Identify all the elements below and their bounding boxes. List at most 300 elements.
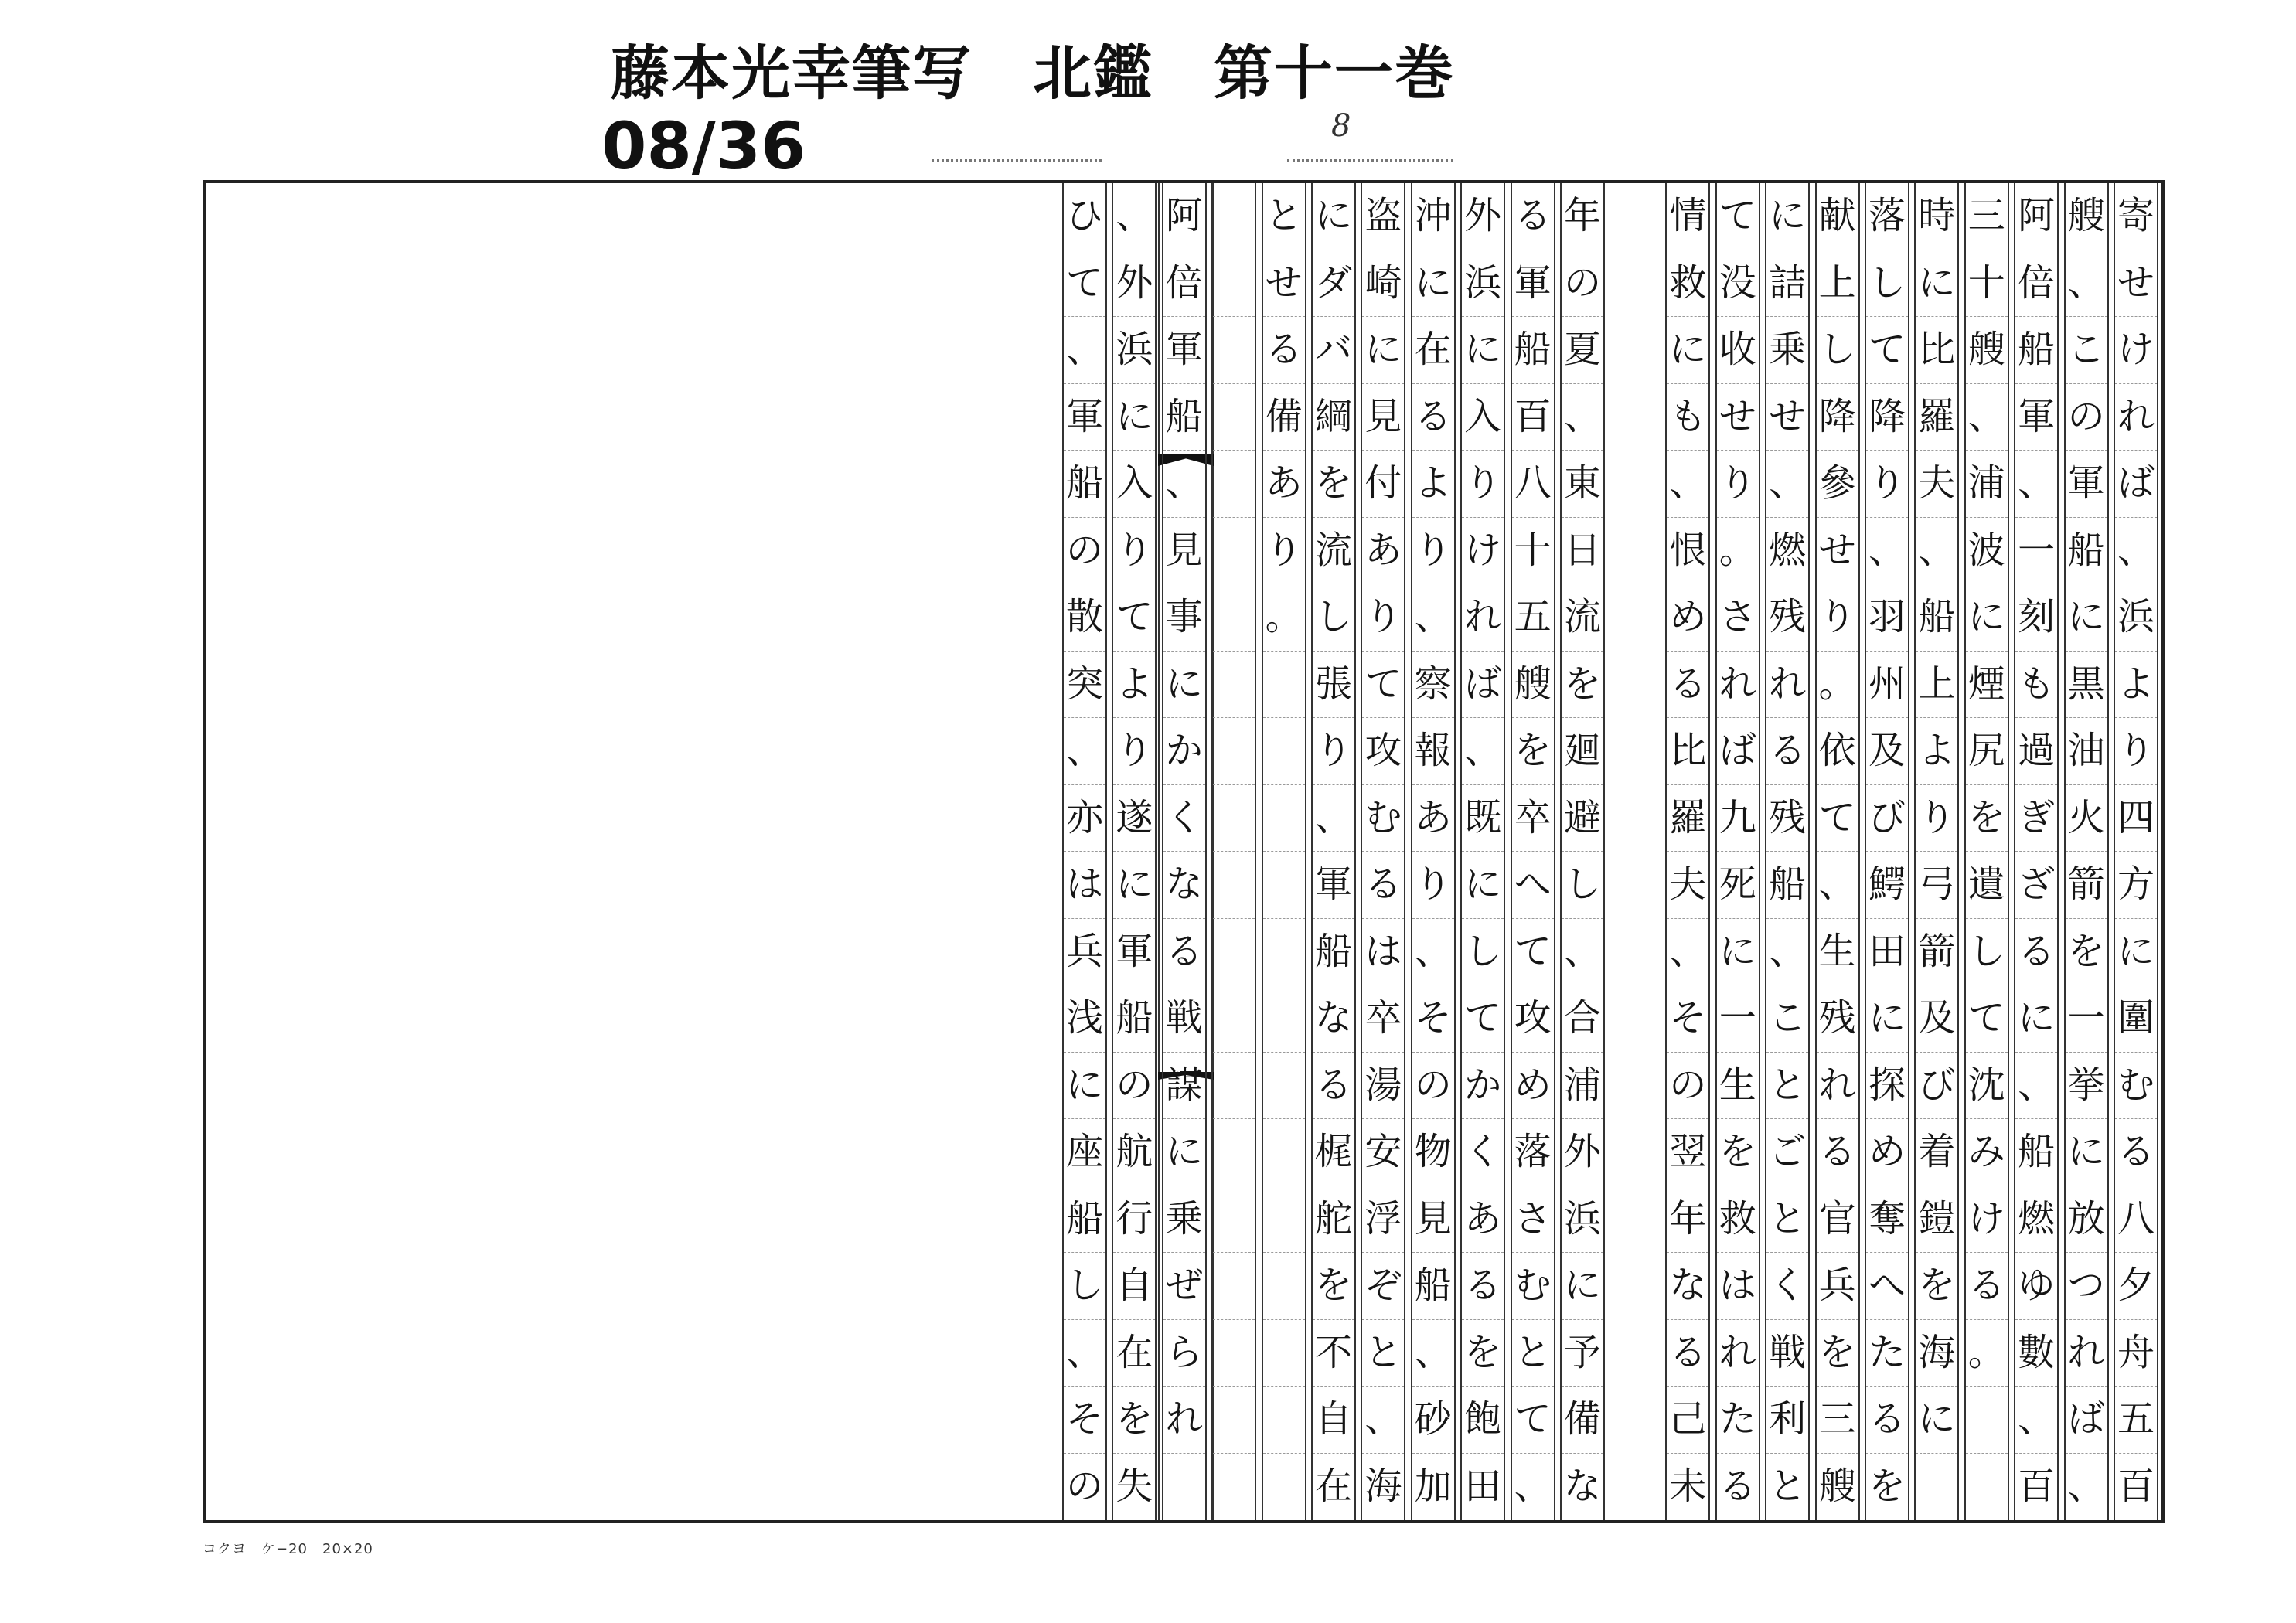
manuscript-cell: れ	[1717, 1320, 1759, 1387]
manuscript-cell: て	[1817, 785, 1858, 852]
manuscript-column	[2014, 183, 2059, 1520]
manuscript-cell: て	[1064, 250, 1105, 318]
manuscript-cell: て	[1717, 183, 1759, 250]
manuscript-cell: 船	[1064, 1186, 1105, 1254]
manuscript-cell: 刻	[2015, 584, 2057, 652]
manuscript-cell	[1213, 852, 1255, 919]
manuscript-cell	[1263, 1119, 1305, 1186]
manuscript-cell: 船	[2015, 1119, 2057, 1186]
manuscript-cell: 黒	[2066, 652, 2107, 719]
manuscript-column	[1211, 183, 1256, 1520]
manuscript-cell: を	[1717, 1119, 1759, 1186]
manuscript-cell	[1213, 183, 1255, 250]
manuscript-column	[1964, 183, 2009, 1520]
manuscript-cell: 船	[1064, 451, 1105, 518]
manuscript-cell: 付	[1362, 451, 1404, 518]
manuscript-cell: 弓	[1916, 852, 1957, 919]
manuscript-cell	[1263, 785, 1305, 852]
manuscript-cell: に	[2066, 1119, 2107, 1186]
manuscript-cell: て	[1866, 317, 1908, 384]
manuscript-cell: に	[1362, 317, 1404, 384]
manuscript-cell: を	[1868, 1464, 1906, 1508]
manuscript-cell	[1263, 852, 1305, 919]
manuscript-cell: 夕	[2115, 1253, 2157, 1320]
manuscript-cell: に	[1462, 852, 1504, 919]
manuscript-cell: ぞ	[1362, 1253, 1404, 1320]
manuscript-cell: 張	[1313, 652, 1354, 719]
manuscript-cell: に	[1313, 183, 1354, 250]
manuscript-cell	[1916, 1454, 1957, 1521]
manuscript-cell: く	[1766, 1253, 1808, 1320]
manuscript-cell: 見	[1412, 1186, 1454, 1254]
manuscript-cell: と	[1766, 1053, 1808, 1120]
manuscript-cell: 鰐	[1866, 852, 1908, 919]
manuscript-cell: る	[1313, 1053, 1354, 1120]
manuscript-cell: 乗	[1766, 317, 1808, 384]
manuscript-cell	[1263, 1186, 1305, 1254]
manuscript-cell: め	[1512, 1053, 1554, 1120]
manuscript-cell: れ	[1817, 1053, 1858, 1120]
manuscript-cell: 船	[2066, 518, 2107, 585]
manuscript-cell	[1213, 518, 1255, 585]
manuscript-cell: に	[1916, 1387, 1957, 1454]
manuscript-cell: る	[1462, 1253, 1504, 1320]
manuscript-cell: り	[1263, 518, 1305, 585]
manuscript-cell: 、	[1412, 919, 1454, 986]
manuscript-cell: を	[1916, 1253, 1957, 1320]
manuscript-cell: 見	[1362, 384, 1404, 451]
manuscript-cell: 、	[1412, 1320, 1454, 1387]
manuscript-cell: り	[1362, 584, 1404, 652]
manuscript-cell	[1213, 250, 1255, 318]
manuscript-cell: 軍	[1313, 852, 1354, 919]
manuscript-cell: 八	[1512, 451, 1554, 518]
manuscript-cell: 失	[1116, 1464, 1153, 1508]
manuscript-cell: 百	[2018, 1464, 2056, 1508]
manuscript-cell: く	[1163, 785, 1205, 852]
manuscript-cell: 残	[1766, 785, 1808, 852]
manuscript-cell: み	[1966, 1119, 2008, 1186]
manuscript-cell: 箭	[2066, 852, 2107, 919]
manuscript-column	[2064, 183, 2109, 1520]
manuscript-cell: ば	[2066, 1387, 2107, 1454]
manuscript-cell: あ	[1362, 518, 1404, 585]
manuscript-cell: 見	[1163, 518, 1205, 585]
manuscript-cell: こ	[1766, 985, 1808, 1053]
manuscript-cell: 艘	[1818, 1464, 1856, 1508]
manuscript-cell: 十	[1966, 250, 2008, 318]
manuscript-cell: り	[1462, 451, 1504, 518]
manuscript-cell: 降	[1866, 384, 1908, 451]
manuscript-cell: 、	[1916, 518, 1957, 585]
manuscript-cell: 上	[1916, 652, 1957, 719]
manuscript-cell: に	[2015, 985, 2057, 1053]
manuscript-cell: 箭	[1916, 919, 1957, 986]
manuscript-cell: 外	[1462, 183, 1504, 250]
manuscript-cell: 、	[1113, 183, 1155, 250]
manuscript-cell: 日	[1562, 518, 1603, 585]
manuscript-cell	[1213, 1320, 1255, 1387]
manuscript-cell: 羅	[1667, 785, 1708, 852]
manuscript-cell: も	[2015, 652, 2057, 719]
manuscript-cell: 收	[1717, 317, 1759, 384]
manuscript-cell: 備	[1263, 384, 1305, 451]
manuscript-column	[1361, 183, 1405, 1520]
manuscript-cell: 座	[1064, 1119, 1105, 1186]
manuscript-cell: り	[1412, 518, 1454, 585]
manuscript-cell: は	[1362, 919, 1404, 986]
manuscript-column	[1765, 183, 1810, 1520]
manuscript-cell: し	[1817, 317, 1858, 384]
manuscript-cell: む	[1512, 1253, 1554, 1320]
manuscript-cell: そ	[1667, 985, 1708, 1053]
manuscript-cell: の	[1065, 1464, 1103, 1508]
manuscript-cell	[1213, 652, 1255, 719]
manuscript-cell: 尻	[1966, 718, 2008, 785]
manuscript-cell: の	[1064, 518, 1105, 585]
manuscript-cell: ぎ	[2015, 785, 2057, 852]
manuscript-cell: 浅	[1064, 985, 1105, 1053]
manuscript-cell: れ	[1717, 652, 1759, 719]
manuscript-cell: 及	[1866, 718, 1908, 785]
manuscript-cell: 浜	[1562, 1186, 1603, 1254]
manuscript-cell: 八	[2115, 1186, 2157, 1254]
manuscript-cell: け	[1462, 518, 1504, 585]
manuscript-cell	[1213, 384, 1255, 451]
manuscript-cell: 戦	[1766, 1320, 1808, 1387]
manuscript-cell: に	[1462, 317, 1504, 384]
manuscript-cell	[1263, 1454, 1305, 1521]
manuscript-cell: 依	[1817, 718, 1858, 785]
manuscript-cell: む	[2115, 1053, 2157, 1120]
manuscript-cell: せ	[1766, 384, 1808, 451]
manuscript-cell: に	[1113, 852, 1155, 919]
manuscript-cell: 、	[1462, 718, 1504, 785]
manuscript-cell: 兵	[1064, 919, 1105, 986]
manuscript-cell: て	[1512, 919, 1554, 986]
manuscript-cell: に	[2115, 919, 2157, 986]
manuscript-cell: 海	[1364, 1464, 1402, 1508]
manuscript-cell: ば	[2115, 451, 2157, 518]
manuscript-cell: し	[1313, 584, 1354, 652]
manuscript-cell: 生	[1717, 1053, 1759, 1120]
manuscript-cell: め	[1667, 584, 1708, 652]
manuscript-cell: 軍	[2066, 451, 2107, 518]
manuscript-cell: に	[1163, 1119, 1205, 1186]
manuscript-cell: 盗	[1362, 183, 1404, 250]
manuscript-cell	[1263, 919, 1305, 986]
manuscript-cell: 自	[1113, 1253, 1155, 1320]
manuscript-cell: 年	[1562, 183, 1603, 250]
manuscript-cell: を	[1966, 785, 2008, 852]
manuscript-cell: 十	[1512, 518, 1554, 585]
manuscript-cell: の	[1667, 1053, 1708, 1120]
manuscript-cell: を	[1113, 1387, 1155, 1454]
manuscript-cell: を	[1313, 451, 1354, 518]
manuscript-column	[1062, 183, 1107, 1520]
manuscript-cell: へ	[1866, 1253, 1908, 1320]
manuscript-cell: く	[1462, 1119, 1504, 1186]
manuscript-cell: 、	[1514, 1464, 1552, 1508]
manuscript-cell: 時	[1916, 183, 1957, 250]
manuscript-cell: 東	[1562, 451, 1603, 518]
manuscript-cell: 波	[1966, 518, 2008, 585]
manuscript-cell: 在	[1113, 1320, 1155, 1387]
manuscript-cell: に	[2066, 584, 2107, 652]
manuscript-cell: ば	[1462, 652, 1504, 719]
manuscript-cell: 、	[2066, 250, 2107, 318]
manuscript-cell: 三	[1966, 183, 2008, 250]
manuscript-cell: の	[1562, 250, 1603, 318]
manuscript-cell: 夫	[1667, 852, 1708, 919]
manuscript-cell: 船	[2015, 317, 2057, 384]
manuscript-cell: せ	[2115, 250, 2157, 318]
manuscript-cell: 寄	[2115, 183, 2157, 250]
manuscript-cell: そ	[1064, 1387, 1105, 1454]
manuscript-cell: に	[1916, 250, 1957, 318]
manuscript-cell: る	[1966, 1253, 2008, 1320]
manuscript-cell: 卒	[1512, 785, 1554, 852]
manuscript-cell: 百	[1512, 384, 1554, 451]
manuscript-cell: 散	[1064, 584, 1105, 652]
manuscript-cell: 船	[1412, 1253, 1454, 1320]
manuscript-cell: 梶	[1313, 1119, 1354, 1186]
manuscript-cell: 献	[1817, 183, 1858, 250]
manuscript-cell: 奪	[1866, 1186, 1908, 1254]
manuscript-cell: 、	[1866, 518, 1908, 585]
manuscript-column	[1815, 183, 1860, 1520]
manuscript-cell: 艘	[1966, 317, 2008, 384]
manuscript-cell: よ	[2115, 652, 2157, 719]
manuscript-cell	[1163, 1454, 1205, 1521]
manuscript-cell: 恨	[1667, 518, 1708, 585]
manuscript-cell: 詰	[1766, 250, 1808, 318]
manuscript-cell	[1263, 1320, 1305, 1387]
manuscript-cell: 方	[2115, 852, 2157, 919]
manuscript-cell: か	[1462, 1053, 1504, 1120]
manuscript-cell: 落	[1866, 183, 1908, 250]
manuscript-cell: る	[1817, 1119, 1858, 1186]
manuscript-cell: た	[1866, 1320, 1908, 1387]
manuscript-column	[1262, 183, 1306, 1520]
manuscript-cell: に	[1717, 919, 1759, 986]
manuscript-cell: 、	[2015, 451, 2057, 518]
manuscript-cell: 一	[1717, 985, 1759, 1053]
manuscript-cell: こ	[2066, 317, 2107, 384]
manuscript-cell: に	[1766, 183, 1808, 250]
manuscript-cell: 、	[1766, 919, 1808, 986]
manuscript-column	[1162, 183, 1207, 1520]
manuscript-cell: 夏	[1562, 317, 1603, 384]
manuscript-cell: る	[1667, 652, 1708, 719]
manuscript-cell: る	[1412, 384, 1454, 451]
manuscript-cell: び	[1916, 1053, 1957, 1120]
manuscript-cell: を	[1512, 718, 1554, 785]
manuscript-cell: 軍	[1064, 384, 1105, 451]
manuscript-cell: る	[1719, 1464, 1756, 1508]
manuscript-cell: 燃	[2015, 1186, 2057, 1254]
manuscript-cell: 突	[1064, 652, 1105, 719]
manuscript-cell: び	[1866, 785, 1908, 852]
manuscript-cell: ざ	[2015, 852, 2057, 919]
manuscript-cell: 外	[1562, 1119, 1603, 1186]
manuscript-cell: し	[1866, 250, 1908, 318]
manuscript-cell: り	[1916, 785, 1957, 852]
manuscript-cell	[1263, 1387, 1305, 1454]
manuscript-cell: 數	[2015, 1320, 2057, 1387]
manuscript-cell: 、	[1562, 384, 1603, 451]
manuscript-cell: 田	[1866, 919, 1908, 986]
manuscript-cell: と	[1766, 1186, 1808, 1254]
manuscript-cell: 。	[1263, 584, 1305, 652]
manuscript-cell: 加	[1414, 1464, 1452, 1508]
manuscript-cell: 情	[1667, 183, 1708, 250]
manuscript-cell	[1263, 985, 1305, 1053]
manuscript-cell: に	[1562, 1253, 1603, 1320]
manuscript-cell: 夫	[1916, 451, 1957, 518]
manuscript-cell: 羅	[1916, 384, 1957, 451]
manuscript-cell: 、	[1562, 919, 1603, 986]
manuscript-cell: な	[1667, 1253, 1708, 1320]
manuscript-cell: る	[2115, 1119, 2157, 1186]
manuscript-cell: 田	[1464, 1464, 1502, 1508]
manuscript-cell	[1213, 1387, 1255, 1454]
manuscript-cell: た	[1717, 1387, 1759, 1454]
manuscript-cell: 避	[1562, 785, 1603, 852]
manuscript-cell: 、	[1766, 451, 1808, 518]
manuscript-cell: 入	[1113, 451, 1155, 518]
manuscript-cell: 翌	[1667, 1119, 1708, 1186]
manuscript-cell: 油	[2066, 718, 2107, 785]
manuscript-cell: 燃	[1766, 518, 1808, 585]
manuscript-cell: を	[1313, 1253, 1354, 1320]
manuscript-cell: せ	[1717, 384, 1759, 451]
manuscript-cell: よ	[1113, 652, 1155, 719]
manuscript-cell: 沈	[1966, 1053, 2008, 1120]
manuscript-cell: せ	[1817, 518, 1858, 585]
manuscript-cell: 、	[2067, 1464, 2105, 1508]
manuscript-cell: れ	[2115, 384, 2157, 451]
manuscript-cell: ご	[1766, 1119, 1808, 1186]
manuscript-cell: 官	[1817, 1186, 1858, 1254]
manuscript-cell: 船	[1512, 317, 1554, 384]
manuscript-cell: る	[1163, 919, 1205, 986]
manuscript-cell: 浜	[1462, 250, 1504, 318]
manuscript-cell: ら	[1163, 1320, 1205, 1387]
manuscript-cell: 倍	[2015, 250, 2057, 318]
manuscript-cell: 攻	[1512, 985, 1554, 1053]
manuscript-cell: に	[1412, 250, 1454, 318]
manuscript-cell: 、	[1966, 384, 2008, 451]
manuscript-cell: る	[2015, 919, 2057, 986]
manuscript-cell: 舟	[2115, 1320, 2157, 1387]
manuscript-cell: 軍	[1163, 317, 1205, 384]
manuscript-cell: 兵	[1817, 1253, 1858, 1320]
manuscript-cell: 謀	[1163, 1053, 1205, 1120]
manuscript-cell: 残	[1817, 985, 1858, 1053]
manuscript-cell: 物	[1412, 1119, 1454, 1186]
manuscript-cell: 五	[1512, 584, 1554, 652]
manuscript-cell: 飽	[1462, 1387, 1504, 1454]
manuscript-cell: 自	[1313, 1387, 1354, 1454]
manuscript-cell: 外	[1113, 250, 1155, 318]
manuscript-cell: し	[1462, 919, 1504, 986]
manuscript-cell: あ	[1263, 451, 1305, 518]
manuscript-cell: と	[1769, 1464, 1807, 1508]
manuscript-cell: 四	[2115, 785, 2157, 852]
manuscript-cell: バ	[1313, 317, 1354, 384]
document-title: 藤本光幸筆写 北鑑 第十一巻	[611, 39, 1455, 107]
manuscript-cell: 、	[1667, 451, 1708, 518]
manuscript-cell	[1213, 919, 1255, 986]
manuscript-cell	[1213, 1053, 1255, 1120]
manuscript-cell: 羽	[1866, 584, 1908, 652]
manuscript-cell: け	[1966, 1186, 2008, 1254]
manuscript-cell	[1213, 584, 1255, 652]
manuscript-cell: に	[1113, 384, 1155, 451]
manuscript-cell: 軍	[2015, 384, 2057, 451]
manuscript-cell: し	[1064, 1253, 1105, 1320]
manuscript-cell: 年	[1667, 1186, 1708, 1254]
manuscript-cell: 船	[1113, 985, 1155, 1053]
manuscript-cell: な	[1313, 985, 1354, 1053]
manuscript-cell: 海	[1916, 1320, 1957, 1387]
manuscript-cell: 合	[1562, 985, 1603, 1053]
manuscript-cell: と	[1263, 183, 1305, 250]
manuscript-cell: あ	[1462, 1186, 1504, 1254]
manuscript-cell	[1213, 1454, 1255, 1521]
manuscript-cell: り	[1313, 718, 1354, 785]
manuscript-column	[1865, 183, 1909, 1520]
manuscript-cell: 己	[1667, 1387, 1708, 1454]
manuscript-cell: り	[1866, 451, 1908, 518]
page-counter: 08/36	[601, 108, 806, 184]
manuscript-cell: の	[2066, 384, 2107, 451]
manuscript-cell: 比	[1667, 718, 1708, 785]
manuscript-cell: る	[1667, 1320, 1708, 1387]
manuscript-cell: る	[1866, 1387, 1908, 1454]
manuscript-cell: 浜	[2115, 584, 2157, 652]
manuscript-cell: 艘	[1512, 652, 1554, 719]
manuscript-cell: 艘	[2066, 183, 2107, 250]
manuscript-cell: 煙	[1966, 652, 2008, 719]
manuscript-cell: と	[1362, 1320, 1404, 1387]
manuscript-cell: 流	[1562, 584, 1603, 652]
manuscript-cell: り	[1717, 451, 1759, 518]
header-rule-left	[932, 159, 1102, 162]
header-rule-right	[1287, 159, 1453, 162]
manuscript-cell: つ	[2066, 1253, 2107, 1320]
manuscript-column	[1511, 183, 1555, 1520]
manuscript-cell: し	[1966, 919, 2008, 986]
manuscript-cell: ダ	[1313, 250, 1354, 318]
manuscript-column	[1715, 183, 1760, 1520]
manuscript-cell: 事	[1163, 584, 1205, 652]
manuscript-cell: 死	[1717, 852, 1759, 919]
manuscript-cell: 船	[1313, 919, 1354, 986]
manuscript-cell: む	[1362, 785, 1404, 852]
manuscript-column	[1665, 183, 1710, 1520]
manuscript-cell: て	[1113, 584, 1155, 652]
manuscript-cell: な	[1563, 1464, 1601, 1508]
paper-label: コクヨ ケ−20 20×20	[203, 1541, 373, 1557]
manuscript-cell: ゆ	[2015, 1253, 2057, 1320]
manuscript-cell: か	[1163, 718, 1205, 785]
manuscript-cell: 三	[1817, 1387, 1858, 1454]
manuscript-cell: 、	[1064, 718, 1105, 785]
manuscript-cell: 未	[1669, 1464, 1707, 1508]
manuscript-cell: 鎧	[1916, 1186, 1957, 1254]
